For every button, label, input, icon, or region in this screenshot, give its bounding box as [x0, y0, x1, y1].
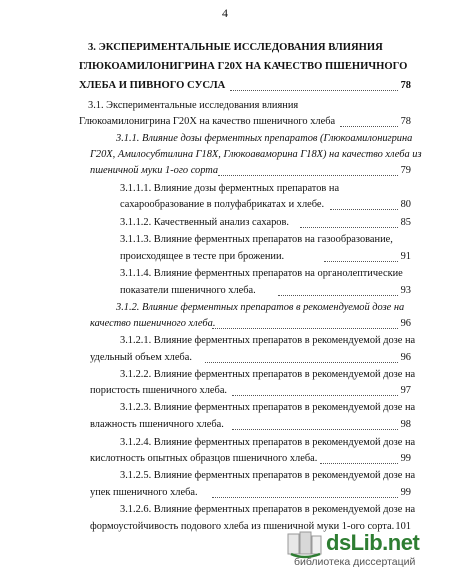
- toc-page-number: 80: [400, 199, 411, 210]
- toc-entry-line: 3.1.2. Влияние ферментных препаратов в рекомендуемой дозе на: [116, 302, 405, 313]
- leader-dots: [230, 89, 398, 91]
- watermark-brand: dsLib.net: [326, 530, 420, 555]
- toc-entry-line: пористость пшеничного хлеба.: [90, 385, 228, 396]
- toc-entry-line: Глюкоамилонигрина Г20Х на качество пшеничного хлеба: [79, 116, 336, 127]
- leader-dots: [232, 394, 398, 396]
- toc-entry-line: 3.1.1.2. Качественный анализ сахаров.: [120, 217, 289, 228]
- toc-page-number: 85: [400, 217, 411, 228]
- toc-entry-line: 3.1.2.4. Влияние ферментных препаратов в рекомендуемой дозе на: [120, 437, 416, 448]
- toc-page-number: 98: [400, 419, 411, 430]
- leader-dots: [330, 208, 398, 210]
- toc-page-number: 96: [400, 318, 411, 329]
- chapter-title-line-3: ХЛЕБА И ПИВНОГО СУСЛА: [79, 80, 226, 91]
- toc-page-number: 96: [400, 352, 411, 363]
- toc-entry-line: качество пшеничного хлеба.: [90, 318, 216, 329]
- toc-page-number: 93: [400, 285, 411, 296]
- toc-page-number: 99: [400, 453, 411, 464]
- chapter-page-number: 78: [400, 80, 411, 91]
- page-number: 4: [222, 6, 228, 20]
- leader-dots: [300, 226, 398, 228]
- toc-page-number: 78: [400, 116, 411, 127]
- toc-page-number: 99: [400, 487, 411, 498]
- toc-entry-line: пшеничной муки 1-ого сорта: [90, 165, 219, 176]
- watermark-tagline: библиотека диссертаций: [294, 556, 416, 568]
- toc-entry-line: Г20Х, Амилосубтилина Г18Х, Глюкоаваморина Г18Х) на качество хлеба из: [90, 149, 422, 160]
- toc-entry-line: 3.1.2.3. Влияние ферментных препаратов в рекомендуемой дозе на: [120, 402, 416, 413]
- leader-dots: [212, 496, 398, 498]
- toc-entry-line: 3.1.1.4. Влияние ферментных препаратов на органолептические: [120, 268, 403, 279]
- toc-entry-line: влажность пшеничного хлеба.: [90, 419, 224, 430]
- toc-page-number: 101: [395, 521, 411, 532]
- toc-entry-line: 3.1.1. Влияние дозы ферментных препаратов (Глюкоамилонигрина: [116, 133, 413, 144]
- toc-page-number: 91: [400, 251, 411, 262]
- toc-entry-line: 3.1.2.5. Влияние ферментных препаратов в рекомендуемой дозе на: [120, 470, 416, 481]
- toc-entry-line: формоустойчивость подового хлеба из пшеничной муки 1-ого сорта.: [90, 521, 395, 532]
- toc-entry-line: 3.1.2.1. Влияние ферментных препаратов в рекомендуемой дозе на: [120, 335, 416, 346]
- leader-dots: [324, 260, 398, 262]
- leader-dots: [340, 125, 398, 127]
- leader-dots: [278, 294, 398, 296]
- toc-entry-line: 3.1.2.2. Влияние ферментных препаратов в рекомендуемой дозе на: [120, 369, 416, 380]
- chapter-title-line-1: 3. ЭКСПЕРИМЕНТАЛЬНЫЕ ИССЛЕДОВАНИЯ ВЛИЯНИЯ: [88, 42, 383, 53]
- toc-entry-line: сахарообразование в полуфабрикатах и хлебе.: [120, 199, 325, 210]
- leader-dots: [212, 327, 398, 329]
- toc-page-number: 79: [400, 165, 411, 176]
- leader-dots: [232, 428, 398, 430]
- toc-entry-line: показатели пшеничного хлеба.: [120, 285, 256, 296]
- toc-entry-line: 3.1.2.6. Влияние ферментных препаратов в рекомендуемой дозе на: [120, 504, 416, 515]
- toc-page-number: 97: [400, 385, 411, 396]
- leader-dots: [218, 174, 398, 176]
- toc-entry-line: кислотность опытных образцов пшеничного хлеба.: [90, 453, 318, 464]
- toc-entry-line: 3.1.1.3. Влияние ферментных препаратов на газообразование,: [120, 234, 393, 245]
- toc-entry-line: удельный объем хлеба.: [90, 352, 192, 363]
- leader-dots: [205, 361, 398, 363]
- chapter-title-line-2: ГЛЮКОАМИЛОНИГРИНА Г20Х НА КАЧЕСТВО ПШЕНИЧНОГО: [79, 61, 408, 72]
- toc-entry-line: 3.1.1.1. Влияние дозы ферментных препаратов на: [120, 183, 340, 194]
- leader-dots: [320, 462, 398, 464]
- toc-entry-line: происходящее в тесте при брожении.: [120, 251, 285, 262]
- watermark: [286, 530, 436, 570]
- toc-entry-line: 3.1. Экспериментальные исследования влияния: [88, 100, 299, 111]
- toc-entry-line: упек пшеничного хлеба.: [90, 487, 198, 498]
